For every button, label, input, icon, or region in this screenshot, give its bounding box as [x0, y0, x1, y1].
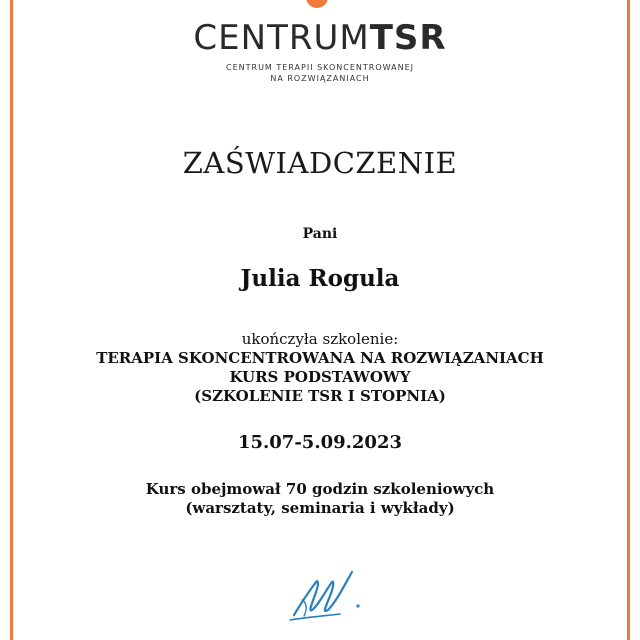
right-border — [627, 0, 630, 640]
logo-wordmark — [0, 18, 640, 58]
logo-name-bold: TSR — [369, 18, 447, 58]
course-name-line3: (SZKOLENIE TSR I STOPNIA) — [194, 387, 446, 405]
hours-line1: Kurs obejmował 70 godzin szkoleniowych — [145, 480, 495, 498]
logo-subtitle-line2: NA ROZWIĄZANIACH — [270, 74, 370, 83]
logo-dot-icon — [306, 0, 328, 8]
signature-icon — [282, 560, 372, 630]
course-name-line1: TERAPIA SKONCENTROWANA NA ROZWIĄZANIACH — [96, 349, 544, 367]
recipient-name: Julia Rogula — [240, 265, 400, 292]
hours-line2: (warsztaty, seminaria i wykłady) — [185, 499, 455, 517]
course-dates: 15.07-5.09.2023 — [237, 432, 403, 453]
logo-name-light: CENTRUM — [193, 18, 370, 58]
course-name-line2: KURS PODSTAWOWY — [229, 368, 411, 386]
certificate-title: ZAŚWIADCZENIE — [182, 146, 458, 180]
completed-text: ukończyła szkolenie: — [241, 330, 399, 348]
logo-subtitle-line1: CENTRUM TERAPII SKONCENTROWANEJ — [226, 63, 414, 72]
salutation: Pani — [302, 226, 338, 242]
left-border — [10, 0, 13, 640]
